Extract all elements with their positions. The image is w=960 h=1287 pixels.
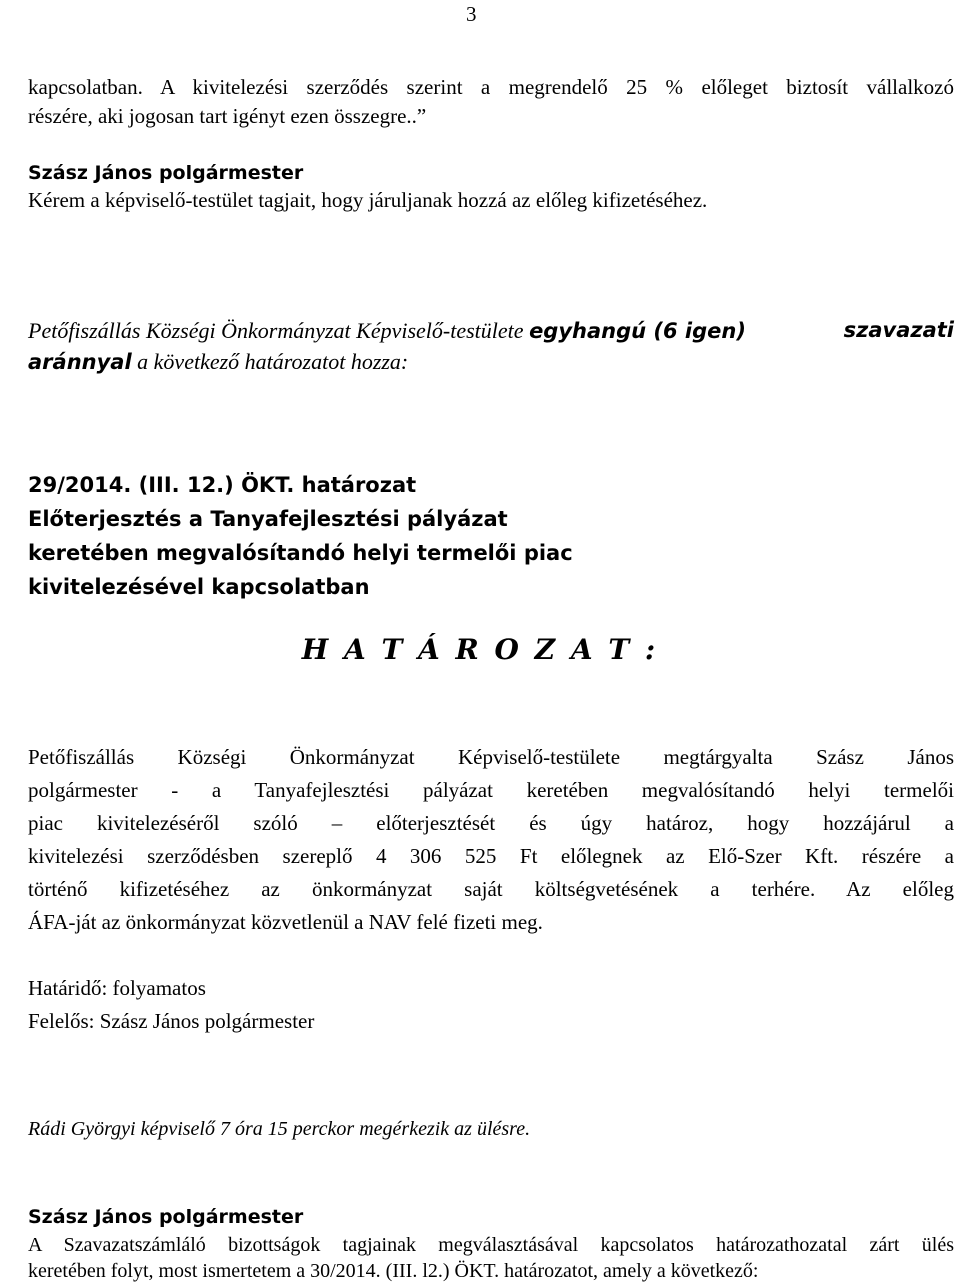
resolution-responsible: Felelős: Szász János polgármester <box>28 1009 315 1033</box>
speaker-name-2: Szász János polgármester <box>28 1206 304 1228</box>
intro-line-2: részére, aki jogosan tart igényt ezen összegre..” <box>28 104 427 128</box>
speaker2-line-1: A Szavazatszámláló bizottságok tagjainak megválasztásával kapcsolatos határozathozatal zárt ülés <box>28 1234 954 1256</box>
resolution-subject-2: keretében megvalósítandó helyi termelői piac <box>28 541 573 565</box>
vote-statement <box>28 316 954 377</box>
vote-word: szavazati <box>843 318 954 342</box>
resolution-body-line: Petőfiszállás Községi Önkormányzat Képviselő-testülete megtárgyalta Szász János <box>28 745 954 769</box>
vote-result: egyhangú (6 igen) <box>529 319 746 343</box>
resolution-body-line: kivitelezési szerződésben szereplő 4 306 525 Ft előlegnek az Elő-Szer Kft. részére a <box>28 844 954 868</box>
resolution-deadline: Határidő: folyamatos <box>28 976 206 1000</box>
resolution-body-line: polgármester - a Tanyafejlesztési pályázat keretében megvalósítandó helyi termelői <box>28 778 954 802</box>
intro-line-1: kapcsolatban. A kivitelezési szerződés szerint a megrendelő 25 % előleget biztosít vállalkozó <box>28 75 954 99</box>
resolution-number: 29/2014. (III. 12.) ÖKT. határozat <box>28 473 417 497</box>
speaker-text: Kérem a képviselő-testület tagjait, hogy járuljanak hozzá az előleg kifizetéséhez. <box>28 188 708 212</box>
speaker-name: Szász János polgármester <box>28 162 304 184</box>
vote-ratio: aránnyal <box>28 350 132 374</box>
resolution-heading: H A T Á R O Z A T : <box>301 633 659 666</box>
resolution-subject-3: kivitelezésével kapcsolatban <box>28 575 370 599</box>
resolution-subject-1: Előterjesztés a Tanyafejlesztési pályázat <box>28 507 508 531</box>
resolution-body-line: történő kifizetéséhez az önkormányzat saját költségvetésének a terhére. Az előleg <box>28 877 954 901</box>
resolution-body-line: ÁFA-ját az önkormányzat közvetlenül a NAV felé fizeti meg. <box>28 910 543 934</box>
speaker2-line-2: keretében folyt, most ismertetem a 30/2014. (III. l2.) ÖKT. határozatot, amely a következő: <box>28 1260 759 1282</box>
page-number: 3 <box>466 2 477 26</box>
vote-body-name: Petőfiszállás Községi Önkormányzat Képviselő-testülete <box>28 318 530 343</box>
resolution-body-line: piac kivitelezéséről szóló – előterjesztését és úgy határoz, hogy hozzájárul a <box>28 811 954 835</box>
vote-tail: a következő határozatot hozza: <box>131 349 409 374</box>
arrival-note: Rádi Györgyi képviselő 7 óra 15 perckor megérkezik az ülésre. <box>28 1118 531 1140</box>
